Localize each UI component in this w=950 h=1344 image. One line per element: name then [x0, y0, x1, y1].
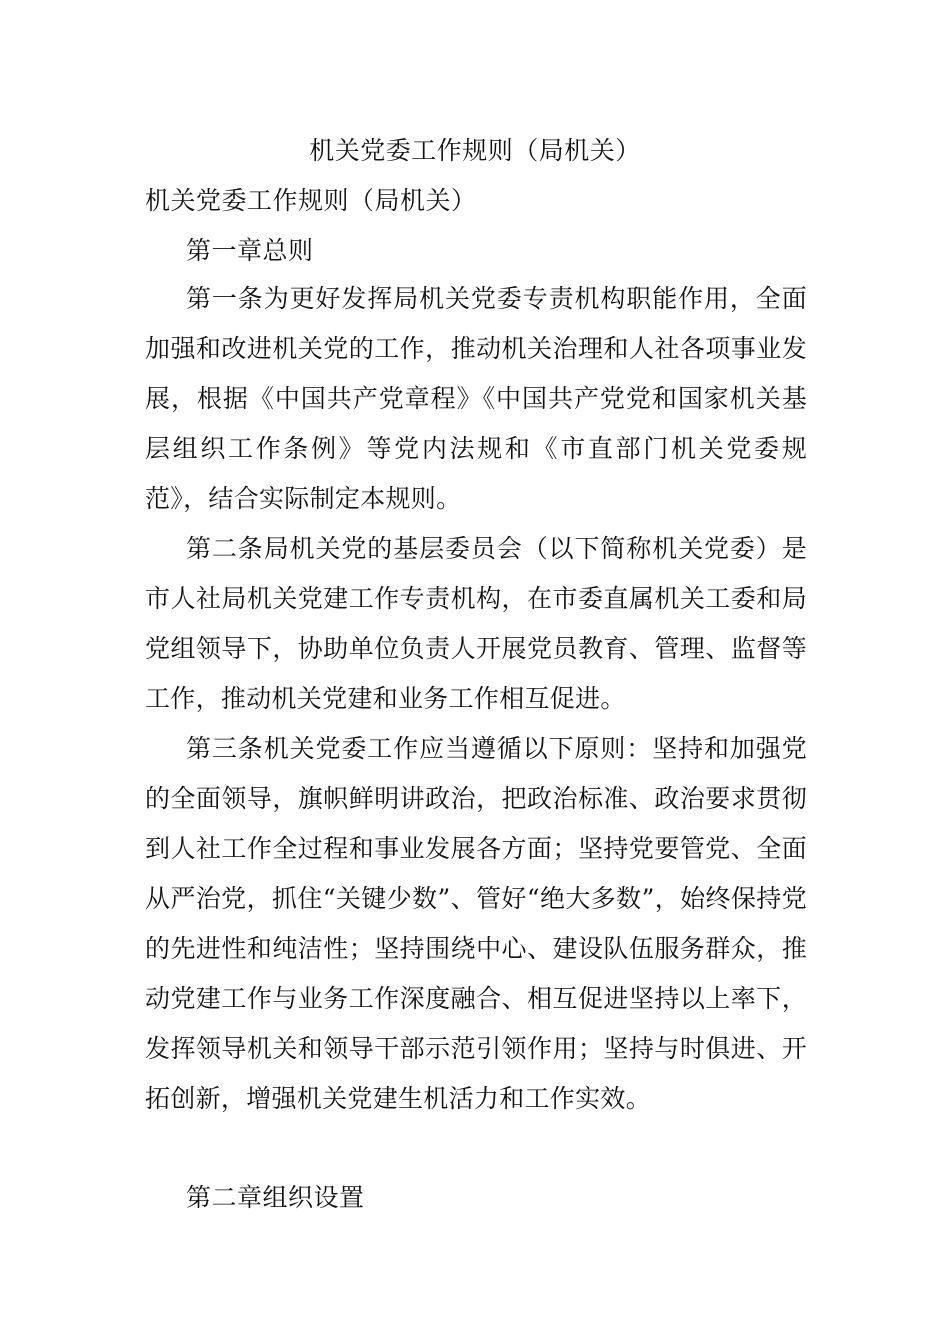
document-subtitle: 机关党委工作规则（局机关） [145, 186, 477, 215]
document-title: 机关党委工作规则（局机关） [309, 136, 641, 165]
article-1-paragraph: 第一条为更好发挥局机关党委专责机构职能作用，全面加强和改进机关党的工作，推动机关治理和人社各项事业发展，根据《中国共产党章程》《中国共产党党和国家机关基层组织工作条例》等党内法规和《市直部门机关党委规范》，结合实际制定本规则。 [145, 284, 807, 513]
chapter-heading-1: 第一章总则 [186, 236, 314, 265]
article-3-paragraph: 第三条机关党委工作应当遵循以下原则：坚持和加强党的全面领导，旗帜鲜明讲政治，把政治标准、政治要求贯彻到人社工作全过程和事业发展各方面；坚持党要管党、全面从严治党，抓住“关键少数”、管好“绝大多数”，始终保持党的先进性和纯洁性；坚持围绕中心、建设队伍服务群众，推动党建工作与业务工作深度融合、相互促进坚持以上率下，发挥领导机关和领导干部示范引领作用；坚持与时俱进、开拓创新，增强机关党建生机活力和工作实效。 [145, 734, 807, 1113]
chapter-heading-2: 第二章组织设置 [186, 1183, 365, 1212]
article-2-paragraph: 第二条局机关党的基层委员会（以下简称机关党委）是市人社局机关党建工作专责机构，在市委直属机关工委和局党组领导下，协助单位负责人开展党员教育、管理、监督等工作，推动机关党建和业务工作相互促进。 [145, 534, 807, 713]
